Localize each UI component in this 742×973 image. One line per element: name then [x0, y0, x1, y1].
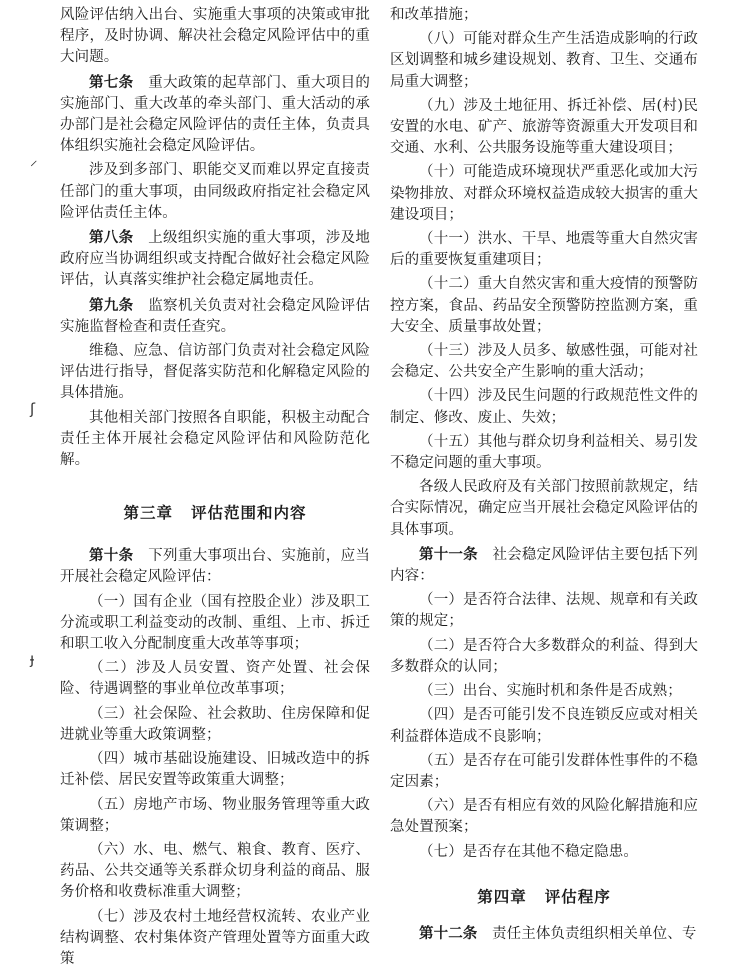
paragraph: 风险评估纳入出台、实施重大事项的决策或审批程序，及时协调、解决社会稳定风险评估中的重大问题。 — [60, 7, 370, 66]
list-item: （五）是否存在可能引发群体性事件的不稳定因素； — [390, 752, 698, 790]
list-item: （二）是否符合大多数群众的利益、得到大多数群众的认同； — [390, 637, 698, 675]
list-item: （四）是否可能引发不良连锁反应或对相关利益群体造成不良影响； — [390, 707, 698, 745]
scan-mark: ɟ — [30, 650, 35, 668]
article-text: 上级组织实施的重大事项，涉及地政府应当协调组织或支持配合做好社会稳定风险评估，认真落实维护社会稳定属地责任。 — [60, 230, 371, 289]
article-11 — [390, 544, 698, 587]
scan-mark: ⸝ — [30, 151, 38, 169]
list-item: （五）房地产市场、物业服务管理等重大政策调整； — [60, 796, 370, 834]
left-column — [60, 5, 370, 973]
list-item: （十一）洪水、干旱、地震等重大自然灾害后的重要恢复重建项目； — [390, 231, 698, 269]
article-7 — [60, 72, 370, 158]
list-item: （六）是否有相应有效的风险化解措施和应急处置预案； — [390, 798, 698, 836]
list-item: （三）社会保险、社会救助、住房保障和促进就业等重大政策调整； — [60, 705, 370, 743]
list-item: （七）涉及农村土地经营权流转、农业产业结构调整、农村集体资产管理处置等方面重大政策 — [60, 908, 370, 967]
list-item: （十）可能造成环境现状严重恶化或加大污染物排放、对群众环境权益造成较大损害的重大建设项目； — [390, 164, 698, 223]
list-item: （十五）其他与群众切身利益相关、易引发不稳定问题的重大事项。 — [390, 433, 698, 472]
article-label: 第十条 — [89, 547, 134, 565]
chapter-title: 评估程序 — [544, 887, 611, 906]
paragraph: 各级人民政府及有关部门按照前款规定，结合实际情况，确定应当开展社会稳定风险评估的具体事项。 — [390, 479, 698, 538]
list-item: （六）水、电、燃气、粮食、教育、医疗、药品、公共交通等关系群众切身利益的商品、服务价格和收费标准重大调整； — [60, 841, 370, 901]
chapter-title: 评估范围和内容 — [191, 504, 307, 523]
chapter-number: 第三章 — [123, 504, 173, 523]
list-item: （十四）涉及民生问题的行政规范性文件的制定、修改、废止、失效； — [390, 388, 698, 426]
chapter-heading — [390, 885, 698, 907]
list-item: （四）城市基础设施建设、旧城改造中的拆迁补偿、居民安置等政策重大调整； — [60, 751, 370, 789]
article-label: 第七条 — [89, 73, 134, 91]
list-item: （十二）重大自然灾害和重大疫情的预警防控方案，食品、药品安全预警防控监测方案，重大安全、质量事故处置； — [390, 276, 698, 335]
article-12 — [390, 923, 698, 945]
article-text: 监察机关负责对社会稳定风险评估实施监督检查和责任查究。 — [60, 297, 371, 335]
article-label: 第十二条 — [419, 924, 478, 942]
right-column — [390, 5, 698, 948]
paragraph: 其他相关部门按照各自职能，积极主动配合责任主体开展社会稳定风险评估和风险防范化解。 — [60, 409, 370, 469]
article-8 — [60, 227, 370, 292]
list-item: （八）可能对群众生产生活造成影响的行政区划调整和城乡建设规划、教育、卫生、交通布局重大调整； — [390, 31, 698, 90]
list-item: （一）是否符合法律、法规、规章和有关政策的规定； — [390, 592, 698, 630]
list-item: （七）是否存在其他不稳定隐患。 — [419, 843, 638, 860]
paragraph: 和改革措施； — [390, 7, 478, 23]
list-item: （十三）涉及人员多、敏感性强，可能对社会稳定、公共安全产生影响的重大活动； — [390, 343, 698, 381]
article-9 — [60, 295, 370, 338]
paragraph: 涉及到多部门、职能交叉而难以界定直接责任部门的重大事项，由同级政府指定社会稳定风险评估责任主体。 — [60, 162, 370, 221]
scan-mark: ʃ — [30, 400, 36, 418]
article-label: 第九条 — [89, 296, 134, 314]
paragraph: 维稳、应急、信访部门负责对社会稳定风险评估进行指导，督促落实防范和化解稳定风险的具体措施。 — [60, 343, 370, 402]
list-item: （一）国有企业（国有控股企业）涉及职工分流或职工利益变动的改制、重组、上市、拆迁和职工收入分配制度重大改革等事项； — [60, 593, 370, 653]
article-text: 社会稳定风险评估主要包括下列内容： — [390, 546, 699, 585]
article-text: 重大政策的起草部门、重大项目的实施部门、重大改革的牵头部门、重大活动的承办部门是社会稳定风险评估的责任主体，负责具体组织实施社会稳定风险评估。 — [60, 74, 371, 155]
list-item: （九）涉及土地征用、拆迁补偿、居(村)民安置的水电、矿产、旅游等资源重大开发项目和交通、水利、公共服务设施等重大建设项目； — [390, 97, 698, 157]
article-label: 第八条 — [89, 229, 134, 247]
list-item: （三）出台、实施时机和条件是否成熟； — [419, 683, 682, 700]
article-label: 第十一条 — [419, 545, 478, 563]
article-text: 下列重大事项出台、实施前，应当开展社会稳定风险评估： — [60, 548, 371, 586]
chapter-number: 第四章 — [477, 887, 527, 906]
list-item: （二）涉及人员安置、资产处置、社会保险、待遇调整的事业单位改革事项； — [60, 660, 370, 698]
article-text: 责任主体负责组织相关单位、专 — [492, 925, 697, 942]
article-10 — [60, 545, 370, 588]
chapter-heading — [60, 501, 370, 523]
